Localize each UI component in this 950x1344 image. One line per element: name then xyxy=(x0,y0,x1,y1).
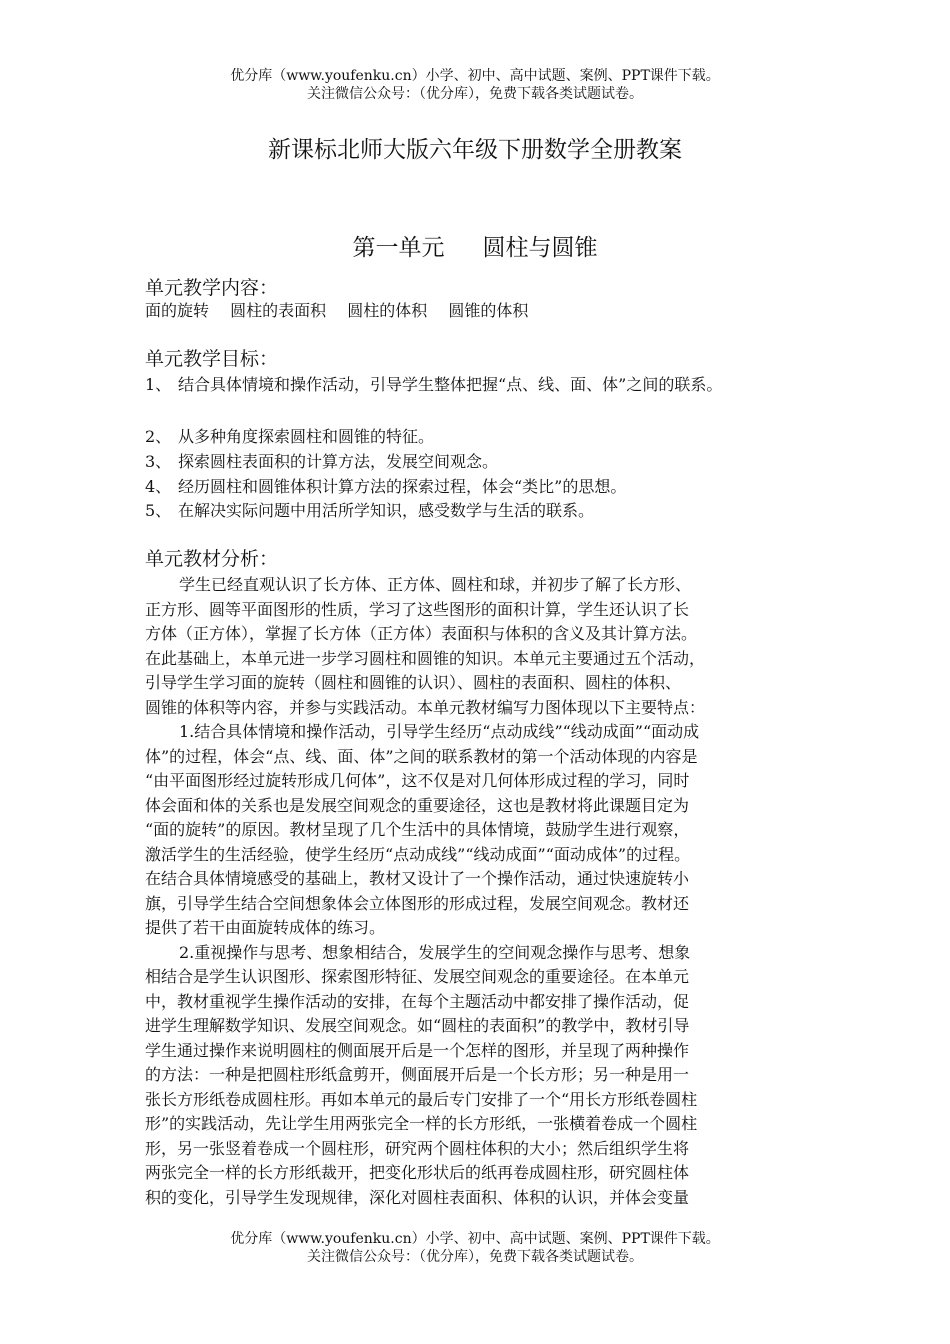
unit-name: 圆柱与圆锥 xyxy=(482,235,598,261)
goal-number: 1、 xyxy=(145,375,172,394)
goal-text: 在解决实际问题中用活所学知识，感受数学与生活的联系。 xyxy=(178,501,595,520)
paragraph-line: 张长方形纸卷成圆柱形。再如本单元的最后专门安排了一个“用长方形纸卷圆柱 xyxy=(145,1089,698,1109)
goal-number: 4、 xyxy=(145,477,172,496)
goal-number: 5、 xyxy=(145,501,172,520)
paragraph-line: 学生已经直观认识了长方体、正方体、圆柱和球，并初步了解了长方形、 xyxy=(179,575,692,594)
page-footer xyxy=(0,1230,950,1266)
analysis-body xyxy=(145,573,815,1210)
paragraph-line: 2.重视操作与思考、想象相结合，发展学生的空间观念操作与思考、想象 xyxy=(179,942,691,962)
goal-number: 3、 xyxy=(145,452,172,471)
content-item: 圆锥的体积 xyxy=(448,301,529,320)
goal-text: 结合具体情境和操作活动，引导学生整体把握“点、线、面、体”之间的联系。 xyxy=(178,375,723,394)
paragraph-line: “由平面图形经过旋转形成几何体”，这不仅是对几何体形成过程的学习，同时 xyxy=(145,771,690,790)
paragraph-line: 形，另一张竖着卷成一个圆柱形，研究两个圆柱体积的大小；然后组织学生将 xyxy=(145,1138,690,1158)
unit-label: 第一单元 xyxy=(352,235,445,261)
paragraph-line: 提供了若干由面旋转成体的练习。 xyxy=(145,918,386,937)
paragraph-line: 1.结合具体情境和操作活动，引导学生经历“点动成线”“线动成面”“面动成 xyxy=(179,722,700,741)
goal-text: 探索圆柱表面积的计算方法，发展空间观念。 xyxy=(178,452,499,471)
paragraph-line: 相结合是学生认识图形、探索图形特征、发展空间观念的重要途径。在本单元 xyxy=(145,967,690,986)
paragraph-line: 引导学生学习面的旋转（圆柱和圆锥的认识）、圆柱的表面积、圆柱的体积、 xyxy=(145,673,682,692)
goal-number: 2、 xyxy=(145,427,172,446)
footer-line-2: 关注微信公众号：（优分库），免费下载各类试题试卷。 xyxy=(307,1249,643,1265)
paragraph-line: 中，教材重视学生操作活动的安排，在每个主题活动中都安排了操作活动，促 xyxy=(145,991,690,1011)
content-item: 圆柱的体积 xyxy=(347,301,428,320)
paragraph-line: 学生通过操作来说明圆柱的侧面展开后是一个怎样的图形，并呈现了两种操作 xyxy=(145,1040,690,1060)
analysis-heading: 单元教材分析： xyxy=(145,548,279,570)
goal-text: 从多种角度探索圆柱和圆锥的特征。 xyxy=(178,427,435,446)
content-heading: 单元教学内容： xyxy=(145,277,279,299)
goal-item xyxy=(145,425,813,449)
content-item: 圆柱的表面积 xyxy=(230,301,327,320)
content-items xyxy=(145,299,544,323)
goal-item xyxy=(145,450,813,474)
content-item: 面的旋转 xyxy=(145,301,210,320)
paragraph-line: 正方形、圆等平面图形的性质，学习了这些图形的面积计算，学生还认识了长 xyxy=(145,599,690,619)
paragraph-line: 激活学生的生活经验，使学生经历“点动成线”“线动成面”“面动成体”的过程。 xyxy=(145,844,691,864)
paragraph-line: 进学生理解数学知识、发展空间观念。如“圆柱的表面积”的教学中，教材引导 xyxy=(145,1016,690,1035)
header-line-1: 优分库（www.youfenku.cn）小学、初中、高中试题、案例、PPT课件下载。 xyxy=(230,68,720,84)
paragraph-line: 在结合具体情境感受的基础上，教材又设计了一个操作活动，通过快速旋转小 xyxy=(145,869,690,888)
paragraph-line: 旗，引导学生结合空间想象体会立体图形的形成过程，发展空间观念。教材还 xyxy=(145,893,690,913)
document-title: 新课标北师大版六年级下册数学全册教案 xyxy=(268,137,682,163)
page-header xyxy=(0,67,950,103)
header-line-2: 关注微信公众号：（优分库），免费下载各类试题试卷。 xyxy=(307,86,643,102)
paragraph-line: 形”的实践活动，先让学生用两张完全一样的长方形纸，一张横着卷成一个圆柱 xyxy=(145,1114,698,1133)
paragraph-line: 体会面和体的关系也是发展空间观念的重要途径，这也是教材将此课题目定为 xyxy=(145,795,690,815)
paragraph-line: 在此基础上，本单元进一步学习圆柱和圆锥的知识。本单元主要通过五个活动， xyxy=(145,648,706,668)
goal-text: 经历圆柱和圆锥体积计算方法的探索过程，体会“类比”的思想。 xyxy=(178,477,627,496)
goal-item xyxy=(145,475,813,499)
paragraph-line: “面的旋转”的原因。教材呈现了几个生活中的具体情境，鼓励学生进行观察， xyxy=(145,820,690,839)
paragraph-line: 方体（正方体），掌握了长方体（正方体）表面积与体积的含义及其计算方法。 xyxy=(145,624,698,643)
footer-line-1: 优分库（www.youfenku.cn）小学、初中、高中试题、案例、PPT课件下载。 xyxy=(230,1231,720,1247)
goal-item xyxy=(145,499,813,523)
paragraph-line: 积的变化，引导学生发现规律，深化对圆柱表面积、体积的认识，并体会变量 xyxy=(145,1187,690,1207)
paragraph-line: 体”的过程，体会“点、线、面、体”之间的联系教材的第一个活动体现的内容是 xyxy=(145,746,698,766)
paragraph-line: 两张完全一样的长方形纸裁开，把变化形状后的纸再卷成圆柱形，研究圆柱体 xyxy=(145,1163,690,1182)
paragraph-line: 圆锥的体积等内容，并参与实践活动。本单元教材编写力图体现以下主要特点： xyxy=(145,697,706,717)
paragraph-line: 的方法：一种是把圆柱形纸盒剪开，侧面展开后是一个长方形；另一种是用一 xyxy=(145,1065,690,1084)
goals-heading: 单元教学目标： xyxy=(145,348,279,370)
goal-item xyxy=(145,373,813,397)
unit-title xyxy=(0,234,950,262)
